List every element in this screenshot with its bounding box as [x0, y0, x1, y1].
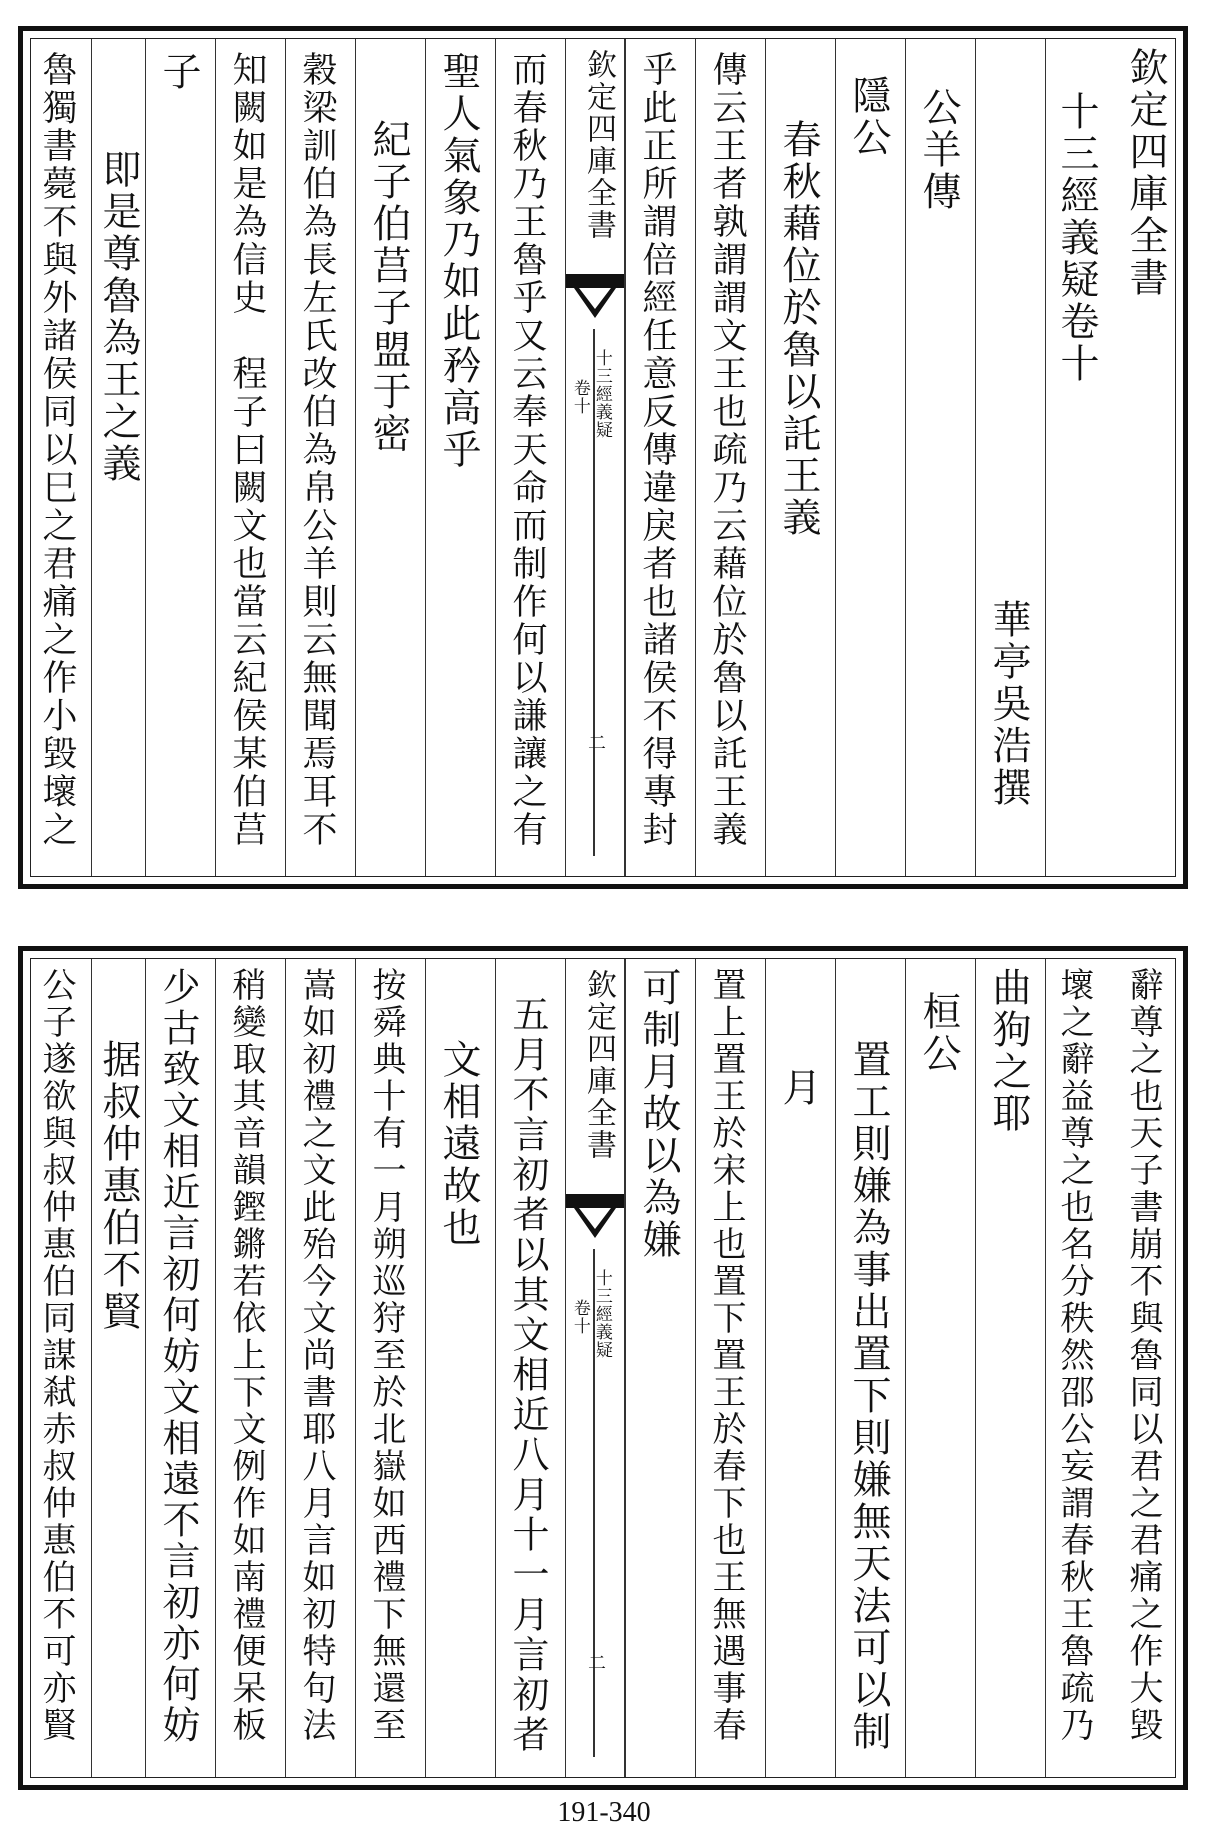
bottom-text-line: 置上置王於宋上也置下置王於春下也王無遇事春 [706, 967, 746, 1744]
top-author: 華亭吳浩撰 [986, 599, 1031, 809]
page-number-footer: 191-340 [557, 1797, 651, 1828]
bottom-page-frame [30, 958, 1176, 1778]
bottom-text-line: 少古致文相近言初何妨文相遠不言初亦何妨 [156, 967, 200, 1746]
bottom-center-volume: 十三經義疑 [591, 1269, 612, 1359]
bottom-center-title: 欽定四庫全書 [581, 969, 616, 1161]
top-center-juan: 卷十 [569, 379, 590, 415]
top-col-14 [145, 39, 215, 876]
bottom-text-line: 公子遂欲與叔仲惠伯同謀弒赤叔仲惠伯不可亦賢 [36, 967, 76, 1744]
bottom-text-line: 可制月故以為嫌 [636, 967, 681, 1261]
top-book-title: 欽定四庫全書 [1123, 47, 1168, 299]
bottom-entry-heading: 置工則嫌為事出置下則嫌無天法可以制 [846, 1039, 891, 1753]
top-section-heading: 公羊傳 [916, 87, 961, 213]
top-text-line: 而春秋乃王魯乎又云奉天命而制作何以謙讓之有 [507, 51, 547, 849]
top-page [18, 26, 1188, 889]
bottom-text-line: 嵩如初禮之文此殆今文尚書耶八月言如初特句法 [296, 967, 336, 1744]
bottom-text-line: 曲狗之耶 [986, 967, 1031, 1135]
top-center-fold [565, 39, 625, 876]
fish-tail-icon [566, 1194, 624, 1240]
bottom-text-line: 壞之辭益尊之也名分秩然邵公妄謂春秋王魯疏乃 [1054, 967, 1094, 1744]
bottom-center-page: 二 [588, 1653, 606, 1674]
top-volume-title: 十三經義疑卷十 [1054, 91, 1099, 385]
top-entry-heading: 即是尊魯為王之義 [96, 149, 141, 485]
bottom-entry-heading: 五月不言初者以其文相近八月十一月言初者 [506, 995, 549, 1755]
top-chapter-heading: 隱公 [846, 75, 891, 159]
bottom-text-line: 按舜典十有一月朔巡狩至於北嶽如西禮下無還至 [366, 967, 406, 1744]
bottom-entry-heading: 文相遠故也 [436, 1039, 481, 1249]
top-page-frame [30, 38, 1176, 877]
top-center-volume: 十三經義疑 [591, 349, 612, 439]
top-col-5 [835, 39, 905, 876]
top-text-line: 聖人氣象乃如此矜高乎 [436, 51, 481, 471]
top-text-line: 傳云王者孰謂謂文王也疏乃云藉位於魯以託王義 [707, 51, 747, 849]
top-text-line: 魯獨書薨不與外諸侯同以巳之君痛之作小毀壞之 [37, 51, 77, 849]
bottom-text-line: 稍變取其音韻鏗鏘若依上下文例作如南禮便呆板 [226, 967, 266, 1744]
top-text-line: 子 [156, 51, 201, 93]
bottom-text-line: 辭尊之也天子書崩不與魯同以君之君痛之作大毀 [1123, 967, 1163, 1744]
top-center-page: 二 [588, 733, 606, 754]
top-entry-heading: 春秋藉位於魯以託王義 [776, 119, 821, 539]
bottom-entry-heading: 据叔仲惠伯不賢 [96, 1039, 141, 1333]
bottom-center-fold [565, 959, 625, 1777]
top-center-title: 欽定四庫全書 [581, 49, 616, 241]
bottom-center-juan: 卷十 [569, 1299, 590, 1335]
bottom-col-4 [905, 959, 975, 1777]
bottom-chapter-heading: 桓公 [916, 991, 961, 1075]
top-text-line: 乎此正所謂倍經任意反傳違戾者也諸侯不得專封 [637, 51, 677, 849]
bottom-entry-heading: 月 [776, 1067, 821, 1109]
top-text-line: 知闕如是為信史 程子曰闕文也當云紀侯某伯莒 [227, 51, 267, 849]
fish-tail-icon [566, 274, 624, 320]
top-entry-heading: 紀子伯莒子盟于密 [366, 119, 411, 455]
top-text-line: 穀梁訓伯為長左氏改伯為帛公羊則云無聞焉耳不 [297, 51, 337, 849]
bottom-page [18, 946, 1188, 1790]
